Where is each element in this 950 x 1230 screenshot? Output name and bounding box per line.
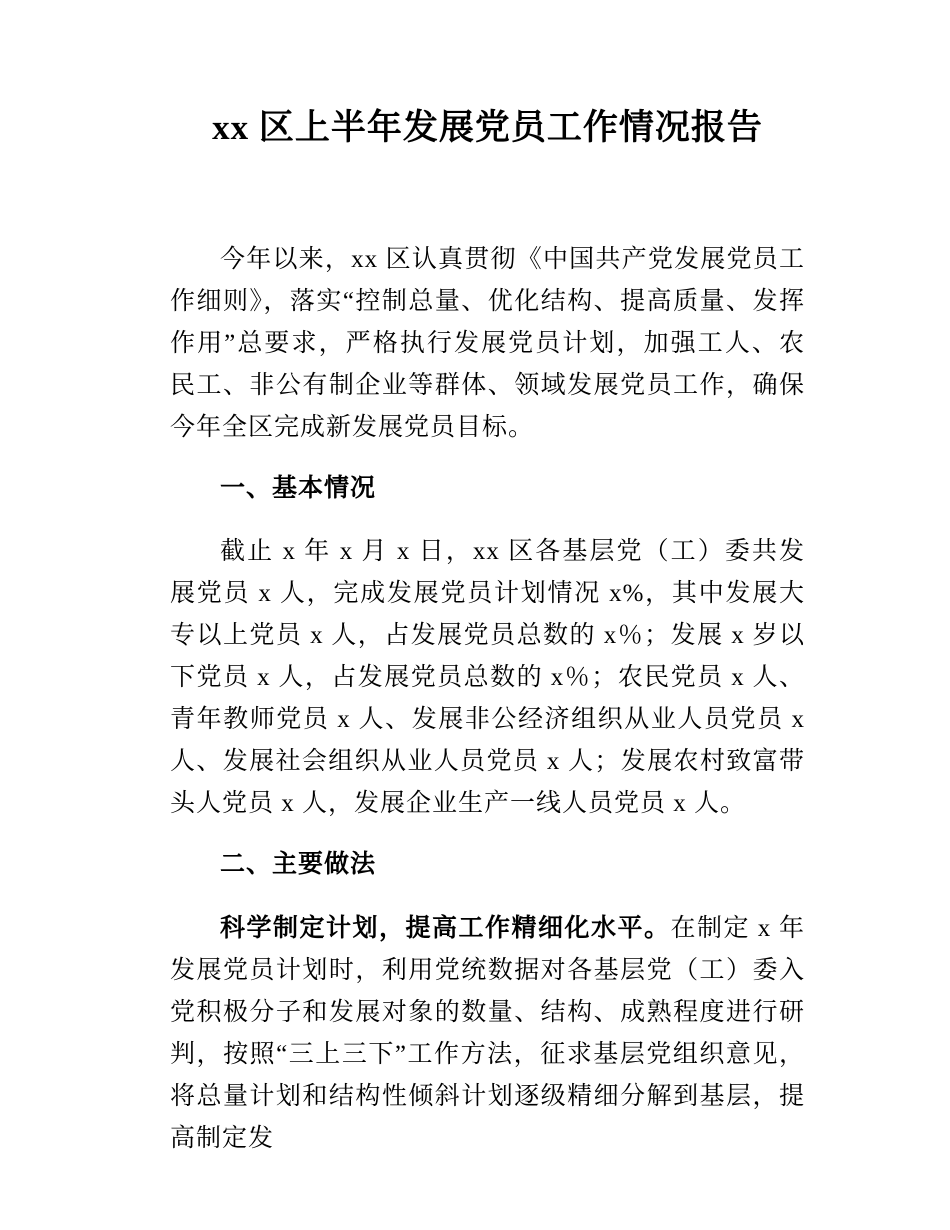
document-title: xx 区上半年发展党员工作情况报告: [212, 108, 763, 147]
section-2-paragraph: [170, 907, 805, 1160]
section-1-paragraph: 截止 x 年 x 月 x 日，xx 区各基层党（工）委共发展党员 x 人，完成发展党员计划情况 x%，其中发展大专以上党员 x 人，占发展党员总数的 x％；发展 x 岁以下党员 x 人，占发展党员总数的 x％；农民党员 x 人、青年教师党员 x 人、发展非公经济组织从业人员党员 x 人、发展社会组织从业人员党员 x 人；发展农村致富带头人党员 x 人，发展企业生产一线人员党员 x 人。: [170, 538, 805, 817]
paragraph-body-text: 在制定 x 年发展党员计划时，利用党统数据对各基层党（工）委入党积极分子和发展对象的数量、结构、成熟程度进行研判，按照“三上三下”工作方法，征求基层党组织意见，将总量计划和结构性倾斜计划逐级精细分解到基层，提高制定发: [170, 915, 805, 1152]
paragraph-lead-sentence: 科学制定计划，提高工作精细化水平。: [220, 914, 671, 942]
section-heading-main-practices: 二、主要做法: [220, 850, 377, 878]
section-heading-basic-situation: 一、基本情况: [220, 474, 377, 502]
intro-paragraph: 今年以来，xx 区认真贯彻《中国共产党发展党员工作细则》，落实“控制总量、优化结构、提高质量、发挥作用”总要求，严格执行发展党员计划，加强工人、农民工、非公有制企业等群体、领域发展党员工作，确保今年全区完成新发展党员目标。: [170, 246, 805, 441]
